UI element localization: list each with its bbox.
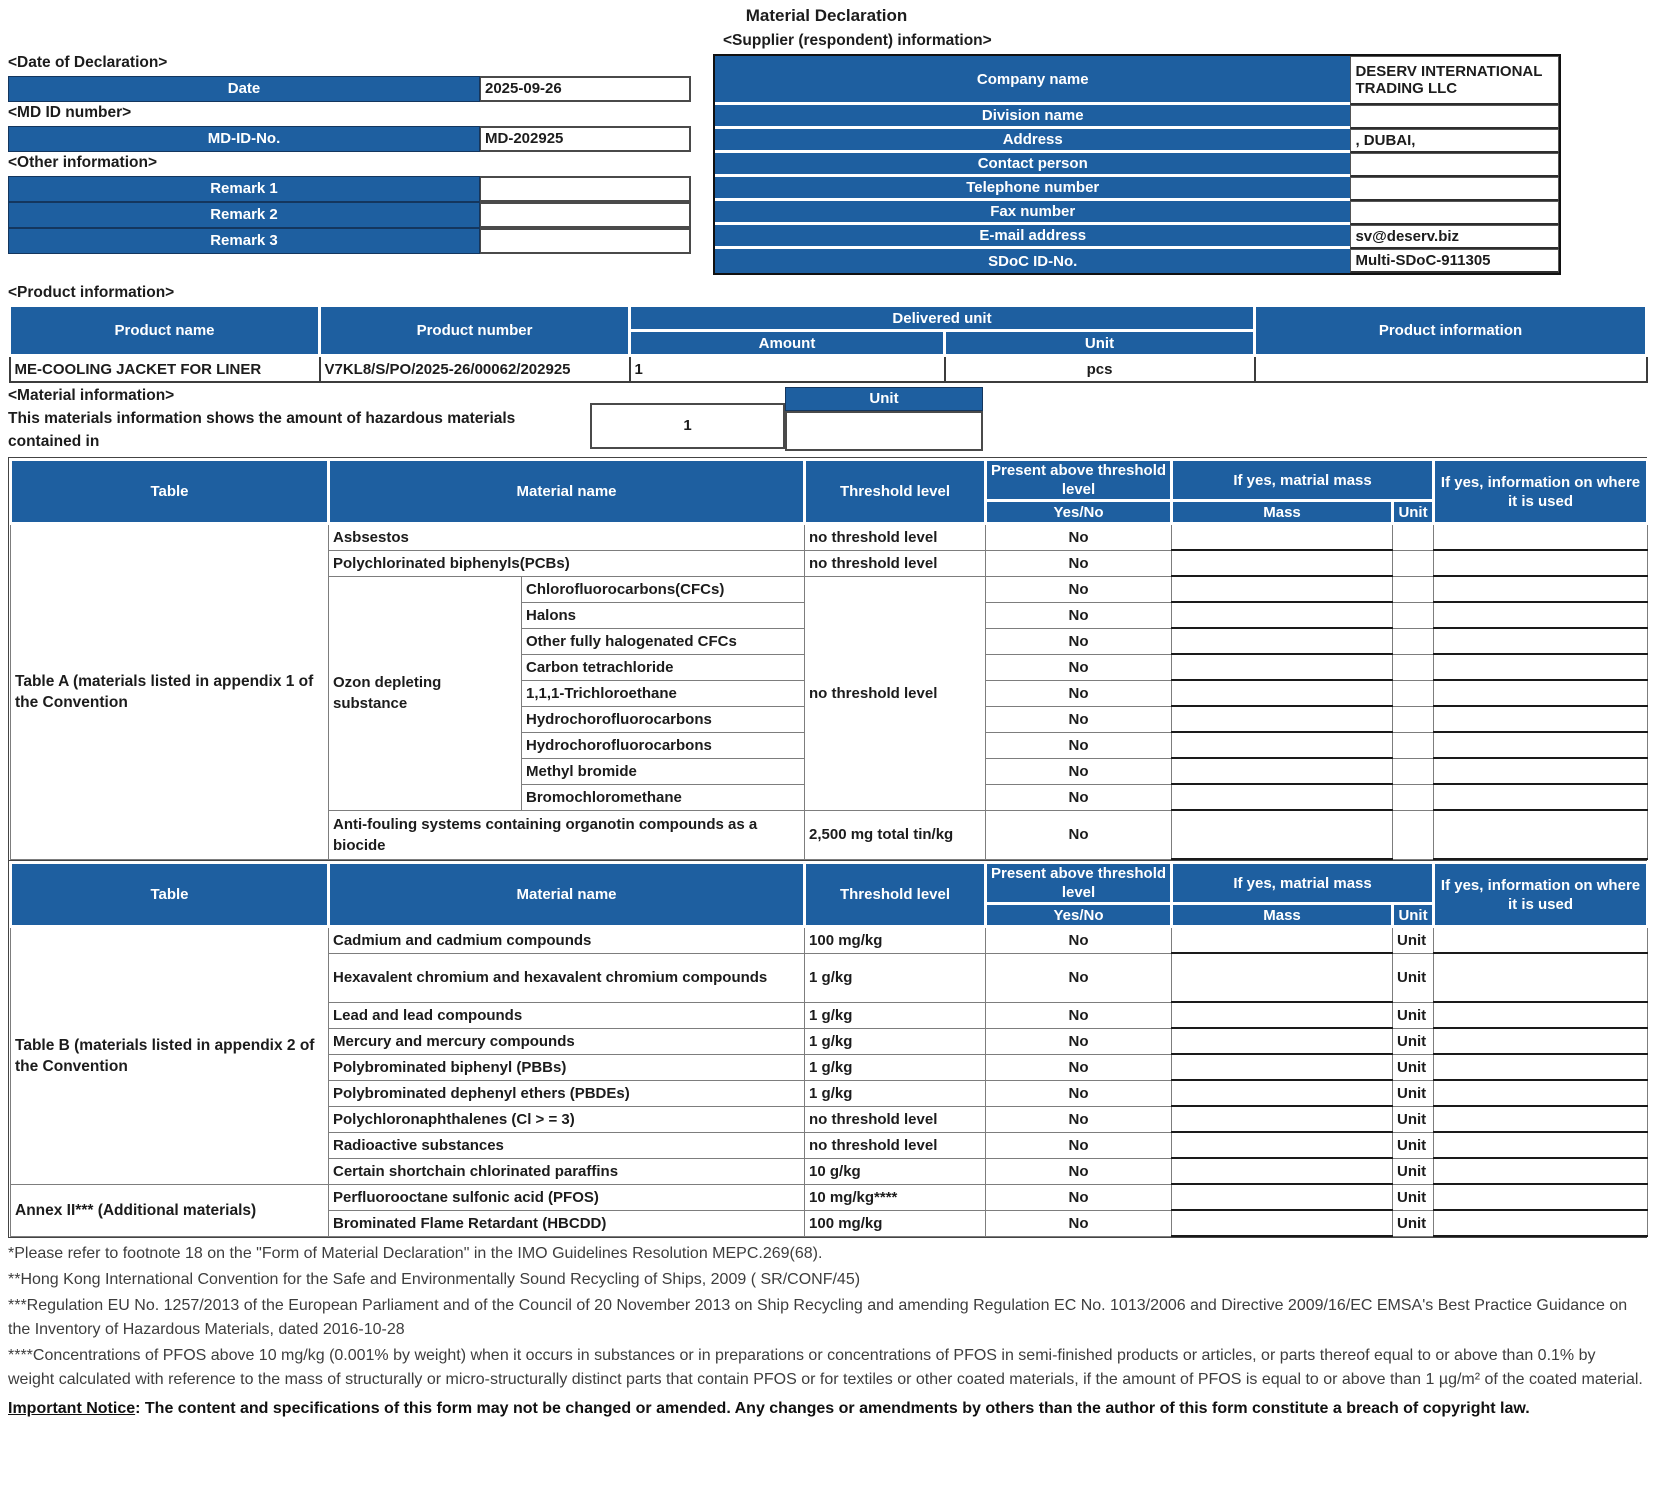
amount-header: Amount (630, 331, 945, 356)
remark-1-label: Remark 1 (8, 176, 480, 202)
supplier-heading: <Supplier (respondent) information> (723, 32, 992, 49)
mass-cell[interactable] (1172, 758, 1393, 784)
email-value-field[interactable]: sv@deserv.biz (1350, 225, 1559, 249)
mass-header: Mass (1172, 904, 1393, 927)
threshold-cell: 1 g/kg (805, 1080, 986, 1106)
footnote-3: ***Regulation EU No. 1257/2013 of the European Parliament and of the Council of 20 November 2013 on Ship Recycling and amending Regulation EC No. 1013/2006 and Directive 2009/16/EC EMSA's Best Practice Guidance on the Inventory of Hazardous Materials, dated 2016-10-28 (8, 1297, 1628, 1338)
threshold-cell: 1 g/kg (805, 1028, 986, 1054)
where-used-cell[interactable] (1434, 758, 1648, 784)
yes-no-cell[interactable]: No (986, 810, 1172, 859)
unit-column-header: Unit (1393, 501, 1434, 524)
unit-cell[interactable]: Unit (1393, 927, 1434, 954)
yes-no-cell[interactable]: No (986, 524, 1172, 551)
supplier-table (713, 54, 1561, 275)
threshold-column-header: Threshold level (805, 863, 986, 927)
date-of-declaration-heading: <Date of Declaration> (8, 54, 168, 71)
footnote-2: **Hong Kong International Convention for the Safe and Environmentally Sound Recycling of Ships, 2009 ( SR/CONF/45) (8, 1271, 861, 1288)
mass-cell[interactable] (1172, 1158, 1393, 1184)
yes-no-cell[interactable]: No (986, 680, 1172, 706)
threshold-cell: no threshold level (805, 524, 986, 551)
table-row (715, 56, 1559, 105)
where-used-cell[interactable] (1434, 1002, 1648, 1028)
unit-cell[interactable]: Unit (1393, 1028, 1434, 1054)
unit-cell[interactable]: Unit (1393, 1054, 1434, 1080)
mass-cell[interactable] (1172, 628, 1393, 654)
material-name-cell: Polychloronaphthalenes (Cl > = 3) (329, 1106, 805, 1132)
where-used-cell[interactable] (1434, 576, 1648, 602)
unit-header: Unit (945, 331, 1255, 356)
mass-cell[interactable] (1172, 524, 1393, 551)
where-used-cell[interactable] (1434, 1210, 1648, 1236)
product-number-header: Product number (320, 306, 630, 356)
telephone-label: Telephone number (715, 177, 1350, 201)
material-name-cell: Halons (522, 602, 805, 628)
table-row (715, 105, 1559, 129)
remark-2-label: Remark 2 (8, 202, 480, 228)
yes-no-cell[interactable]: No (986, 758, 1172, 784)
where-used-cell[interactable] (1434, 810, 1648, 859)
where-used-cell[interactable] (1434, 1080, 1648, 1106)
mass-cell[interactable] (1172, 576, 1393, 602)
material-mass-group-header: If yes, matrial mass (1172, 460, 1434, 501)
important-notice-text: : The content and specifications of this form may not be changed or amended. Any changes or amendments by others than the author of this form constitute a breach of copyright law. (135, 1400, 1530, 1417)
threshold-cell: 100 mg/kg (805, 927, 986, 954)
table-row (715, 129, 1559, 153)
mass-cell[interactable] (1172, 1054, 1393, 1080)
yes-no-cell[interactable]: No (986, 732, 1172, 758)
threshold-cell: 1 g/kg (805, 1054, 986, 1080)
remark-3-row (8, 228, 691, 254)
where-used-cell[interactable] (1434, 524, 1648, 551)
yes-no-cell[interactable]: No (986, 628, 1172, 654)
material-name-column-header: Material name (329, 460, 805, 524)
unit-cell[interactable] (1393, 810, 1434, 859)
material-name-cell: Hydrochorofluorocarbons (522, 706, 805, 732)
yes-no-cell[interactable]: No (986, 1210, 1172, 1236)
present-above-threshold-header: Present above threshold level (986, 460, 1172, 501)
yes-no-cell[interactable]: No (986, 550, 1172, 576)
yes-no-cell[interactable]: No (986, 1158, 1172, 1184)
md-id-label: MD-ID-No. (8, 126, 480, 152)
ozone-group-label: Ozon depleting substance (329, 576, 522, 810)
table-a-label: Table A (materials listed in appendix 1 of the Convention (11, 524, 329, 860)
threshold-cell: no threshold level (805, 576, 986, 810)
material-information-heading: <Material information> (8, 387, 175, 404)
footnote-1: *Please refer to footnote 18 on the "Form of Material Declaration" in the IMO Guidelines Resolution MEPC.269(68). (8, 1245, 823, 1262)
material-info-note: This materials information shows the amount of hazardous materials contained in (8, 410, 516, 450)
threshold-cell: 2,500 mg total tin/kg (805, 810, 986, 859)
table-column-header: Table (11, 863, 329, 927)
telephone-value-field[interactable] (1350, 177, 1559, 201)
material-name-column-header: Material name (329, 863, 805, 927)
material-name-cell: Chlorofluorocarbons(CFCs) (522, 576, 805, 602)
table-b (9, 861, 1649, 1237)
yes-no-header: Yes/No (986, 501, 1172, 524)
material-name-cell: Bromochloromethane (522, 784, 805, 810)
product-info-cell[interactable] (1255, 356, 1647, 383)
mass-cell[interactable] (1172, 1080, 1393, 1106)
table-a-wrap (8, 457, 1647, 861)
unit-cell[interactable] (1393, 576, 1434, 602)
mass-cell[interactable] (1172, 602, 1393, 628)
yes-no-cell[interactable]: No (986, 1028, 1172, 1054)
yes-no-cell[interactable]: No (986, 927, 1172, 954)
amount-cell[interactable]: 1 (630, 356, 945, 383)
contact-person-value-field[interactable] (1350, 153, 1559, 177)
table-row (11, 460, 1648, 501)
mass-cell[interactable] (1172, 550, 1393, 576)
delivered-unit-header: Delivered unit (630, 306, 1255, 331)
material-name-cell: Radioactive substances (329, 1132, 805, 1158)
md-id-heading: <MD ID number> (8, 104, 132, 121)
unit-cell[interactable]: Unit (1393, 1210, 1434, 1236)
unit-cell[interactable] (1393, 654, 1434, 680)
mass-cell[interactable] (1172, 810, 1393, 859)
remark-3-value-field[interactable] (480, 228, 691, 254)
where-used-cell[interactable] (1434, 927, 1648, 954)
threshold-cell: no threshold level (805, 1106, 986, 1132)
where-used-cell[interactable] (1434, 953, 1648, 1002)
mass-cell[interactable] (1172, 1184, 1393, 1210)
remark-2-value-field[interactable] (480, 202, 691, 228)
yes-no-cell[interactable]: No (986, 602, 1172, 628)
mass-cell[interactable] (1172, 654, 1393, 680)
table-row (10, 306, 1647, 331)
present-above-threshold-header: Present above threshold level (986, 863, 1172, 904)
email-label: E-mail address (715, 225, 1350, 249)
mass-cell[interactable] (1172, 1210, 1393, 1236)
material-name-cell: Polybrominated dephenyl ethers (PBDEs) (329, 1080, 805, 1106)
unit-cell[interactable]: Unit (1393, 1158, 1434, 1184)
remark-1-value-field[interactable] (480, 176, 691, 202)
material-name-cell: Polybrominated biphenyl (PBBs) (329, 1054, 805, 1080)
threshold-column-header: Threshold level (805, 460, 986, 524)
yes-no-cell[interactable]: No (986, 953, 1172, 1002)
material-name-cell: Hexavalent chromium and hexavalent chromium compounds (329, 953, 805, 1002)
unit-cell[interactable] (1393, 706, 1434, 732)
unit-cell[interactable]: Unit (1393, 1106, 1434, 1132)
where-used-cell[interactable] (1434, 1158, 1648, 1184)
yes-no-cell[interactable]: No (986, 706, 1172, 732)
material-name-cell: Carbon tetrachloride (522, 654, 805, 680)
unit-cell[interactable] (1393, 602, 1434, 628)
unit-cell[interactable] (1393, 758, 1434, 784)
top-area (8, 28, 1645, 280)
threshold-cell: 1 g/kg (805, 953, 986, 1002)
material-info-unit-field[interactable] (785, 411, 983, 451)
material-name-cell: 1,1,1-Trichloroethane (522, 680, 805, 706)
product-information-header: Product information (1255, 306, 1647, 356)
mass-cell[interactable] (1172, 1028, 1393, 1054)
where-used-cell[interactable] (1434, 628, 1648, 654)
unit-cell[interactable] (1393, 524, 1434, 551)
fax-value-field[interactable] (1350, 201, 1559, 225)
where-used-cell[interactable] (1434, 1028, 1648, 1054)
date-value-field[interactable]: 2025-09-26 (480, 76, 691, 102)
yes-no-cell[interactable]: No (986, 1106, 1172, 1132)
product-name-cell[interactable]: ME-COOLING JACKET FOR LINER (10, 356, 320, 383)
material-name-cell: Anti-fouling systems containing organotin compounds as a biocide (329, 810, 805, 859)
product-number-cell[interactable]: V7KL8/S/PO/2025-26/00062/202925 (320, 356, 630, 383)
table-a (9, 458, 1649, 860)
md-id-row (8, 126, 691, 152)
where-used-column-header: If yes, information on where it is used (1434, 863, 1648, 927)
unit-cell[interactable]: Unit (1393, 1132, 1434, 1158)
unit-cell[interactable]: pcs (945, 356, 1255, 383)
material-name-cell: Hydrochorofluorocarbons (522, 732, 805, 758)
yes-no-cell[interactable]: No (986, 1080, 1172, 1106)
unit-cell[interactable]: Unit (1393, 1080, 1434, 1106)
where-used-cell[interactable] (1434, 784, 1648, 810)
unit-cell[interactable]: Unit (1393, 1184, 1434, 1210)
where-used-cell[interactable] (1434, 1106, 1648, 1132)
yes-no-cell[interactable]: No (986, 654, 1172, 680)
where-used-cell[interactable] (1434, 1184, 1648, 1210)
mass-cell[interactable] (1172, 1132, 1393, 1158)
yes-no-cell[interactable]: No (986, 1184, 1172, 1210)
material-name-cell: Asbsestos (329, 524, 805, 551)
page-title: Material Declaration (745, 6, 908, 25)
mass-cell[interactable] (1172, 680, 1393, 706)
table-b-wrap (8, 860, 1647, 1238)
where-used-cell[interactable] (1434, 680, 1648, 706)
division-name-label: Division name (715, 105, 1350, 129)
material-name-cell: Certain shortchain chlorinated paraffins (329, 1158, 805, 1184)
material-name-cell: Mercury and mercury compounds (329, 1028, 805, 1054)
table-row (715, 177, 1559, 201)
where-used-column-header: If yes, information on where it is used (1434, 460, 1648, 524)
material-name-cell: Perfluorooctane sulfonic acid (PFOS) (329, 1184, 805, 1210)
table-row (11, 863, 1648, 904)
unit-cell[interactable] (1393, 732, 1434, 758)
material-name-cell: Brominated Flame Retardant (HBCDD) (329, 1210, 805, 1236)
mass-cell[interactable] (1172, 784, 1393, 810)
threshold-cell: 10 mg/kg**** (805, 1184, 986, 1210)
material-mass-group-header: If yes, matrial mass (1172, 863, 1434, 904)
date-row (8, 76, 691, 102)
threshold-cell: 10 g/kg (805, 1158, 986, 1184)
address-value-field[interactable]: , DUBAI, (1350, 129, 1559, 153)
company-name-value-field[interactable]: DESERV INTERNATIONAL TRADING LLC (1350, 56, 1559, 105)
yes-no-header: Yes/No (986, 904, 1172, 927)
yes-no-cell[interactable]: No (986, 576, 1172, 602)
contact-person-label: Contact person (715, 153, 1350, 177)
unit-cell[interactable] (1393, 550, 1434, 576)
material-info-amount-field[interactable]: 1 (590, 403, 785, 449)
material-info-unit-header: Unit (785, 387, 983, 411)
where-used-cell[interactable] (1434, 550, 1648, 576)
other-information-heading: <Other information> (8, 154, 157, 171)
where-used-cell[interactable] (1434, 1132, 1648, 1158)
mass-cell[interactable] (1172, 1002, 1393, 1028)
important-notice-label: Important Notice (8, 1400, 136, 1417)
md-id-value-field[interactable]: MD-202925 (480, 126, 691, 152)
product-section (8, 284, 1645, 383)
yes-no-cell[interactable]: No (986, 784, 1172, 810)
unit-cell[interactable] (1393, 628, 1434, 654)
remark-1-row (8, 176, 691, 202)
product-name-header: Product name (10, 306, 320, 356)
material-name-cell: Methyl bromide (522, 758, 805, 784)
threshold-cell: 1 g/kg (805, 1002, 986, 1028)
where-used-cell[interactable] (1434, 654, 1648, 680)
mass-cell[interactable] (1172, 927, 1393, 954)
sdoc-id-value-field[interactable]: Multi-SDoC-911305 (1350, 249, 1559, 273)
table-row (715, 225, 1559, 249)
material-name-cell: Lead and lead compounds (329, 1002, 805, 1028)
unit-cell[interactable]: Unit (1393, 1002, 1434, 1028)
table-row (715, 201, 1559, 225)
unit-cell[interactable]: Unit (1393, 953, 1434, 1002)
table-row (11, 524, 1648, 551)
where-used-cell[interactable] (1434, 1054, 1648, 1080)
where-used-cell[interactable] (1434, 732, 1648, 758)
date-label: Date (8, 76, 480, 102)
annex-ii-label: Annex II*** (Additional materials) (11, 1184, 329, 1236)
threshold-cell: no threshold level (805, 1132, 986, 1158)
material-name-cell: Other fully halogenated CFCs (522, 628, 805, 654)
material-info-section (8, 387, 1645, 457)
mass-cell[interactable] (1172, 732, 1393, 758)
table-row (715, 153, 1559, 177)
remark-3-label: Remark 3 (8, 228, 480, 254)
where-used-cell[interactable] (1434, 602, 1648, 628)
product-information-heading: <Product information> (8, 284, 175, 301)
table-row (11, 927, 1648, 954)
remark-2-row (8, 202, 691, 228)
yes-no-cell[interactable]: No (986, 1132, 1172, 1158)
mass-cell[interactable] (1172, 953, 1393, 1002)
where-used-cell[interactable] (1434, 706, 1648, 732)
sdoc-id-label: SDoC ID-No. (715, 249, 1350, 273)
product-table (8, 304, 1648, 383)
company-name-label: Company name (715, 56, 1350, 105)
material-name-cell: Polychlorinated biphenyls(PCBs) (329, 550, 805, 576)
material-name-cell: Cadmium and cadmium compounds (329, 927, 805, 954)
footnotes (8, 1242, 1645, 1392)
yes-no-cell[interactable]: No (986, 1054, 1172, 1080)
fax-label: Fax number (715, 201, 1350, 225)
division-name-value-field[interactable] (1350, 105, 1559, 129)
table-row (715, 249, 1559, 273)
threshold-cell: no threshold level (805, 550, 986, 576)
footnote-4: ****Concentrations of PFOS above 10 mg/kg (0.001% by weight) when it occurs in substances or in preparations or concentrations of PFOS in semi-finished products or articles, or parts thereof equal to or above than 0.1% by weight calculated with reference to the mass of structurally or micro-structurally distinct parts that contain PFOS or for textiles or other coated materials, if the amount of PFOS is equal to or above than 1 µg/m² of the coated material. (8, 1347, 1643, 1388)
mass-header: Mass (1172, 501, 1393, 524)
mass-cell[interactable] (1172, 1106, 1393, 1132)
table-b-label: Table B (materials listed in appendix 2 of the Convention (11, 927, 329, 1185)
address-label: Address (715, 129, 1350, 153)
table-column-header: Table (11, 460, 329, 524)
unit-column-header: Unit (1393, 904, 1434, 927)
threshold-cell: 100 mg/kg (805, 1210, 986, 1236)
table-row (11, 1184, 1648, 1210)
mass-cell[interactable] (1172, 706, 1393, 732)
important-notice (8, 1396, 1638, 1422)
table-row (10, 356, 1647, 383)
unit-cell[interactable] (1393, 784, 1434, 810)
yes-no-cell[interactable]: No (986, 1002, 1172, 1028)
unit-cell[interactable] (1393, 680, 1434, 706)
